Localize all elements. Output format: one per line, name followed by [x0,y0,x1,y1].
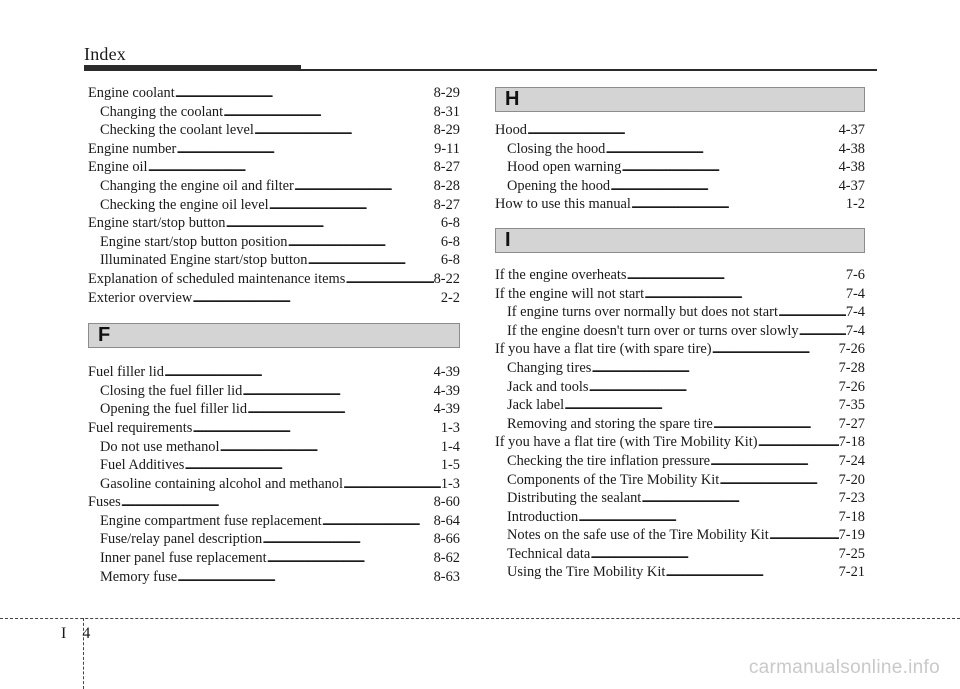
section-letter-i: I [505,228,511,251]
index-entry-title: Changing the engine oil and filter [100,177,294,194]
index-entry-title: Fuel filler lid [88,364,164,381]
index-entry [495,158,865,177]
dot-leader [254,121,434,140]
index-entry [495,121,865,140]
index-entry [495,508,865,527]
index-entry-title: Jack and tools [507,378,589,395]
entries-e [88,84,460,307]
index-entry [88,270,460,289]
index-entry [495,303,865,322]
index-entry-title: Do not use methanol [100,438,220,455]
index-entry [88,400,460,419]
section-letter-h: H [505,88,520,110]
index-entry-page: 7-18 [838,434,865,451]
index-entry [88,549,460,568]
index-entry-page: 8-22 [433,270,460,287]
index-entry-page: 7-27 [838,415,865,432]
index-entry [88,475,460,494]
dot-leader [778,303,846,322]
index-entry-page: 7-25 [838,545,865,562]
dot-leader [287,233,440,252]
dot-leader [343,475,441,494]
dot-leader [591,359,838,378]
index-entry [88,140,460,159]
index-entry-title: Engine number [88,140,177,157]
index-entry-title: Changing tires [507,359,592,376]
index-entry [495,340,865,359]
index-entry-page: 7-28 [838,359,865,376]
dot-leader [192,289,441,308]
index-entry-page: 7-4 [845,322,865,339]
index-entry [88,251,460,270]
index-entry-title: Fuse/relay panel description [100,531,263,548]
dot-leader [148,158,434,177]
index-entry-title: If engine turns over normally but does not start [507,304,778,321]
index-entry [495,285,865,304]
dot-leader [175,84,434,103]
index-entry-page: 7-21 [838,564,865,581]
index-entry [495,471,865,490]
index-entry-title: Fuses [88,494,121,511]
index-entry-page: 4-39 [433,382,460,399]
index-entry-page: 1-4 [440,438,460,455]
index-entry-page: 8-31 [433,103,460,120]
index-entry-title: Engine coolant [88,85,175,101]
dot-leader [758,433,839,452]
index-entry [88,177,460,196]
index-entry-page: 7-26 [838,378,865,395]
dot-leader [710,452,839,471]
index-entry [88,493,460,512]
index-entry [495,140,865,159]
dot-leader [713,415,839,434]
index-entry [88,382,460,401]
index-entry-page: 7-23 [838,490,865,507]
dot-leader [269,196,434,215]
dot-leader [184,456,440,475]
index-entry [495,563,865,582]
index-entry-page: 6-8 [440,233,460,250]
section-header-i [495,228,865,253]
index-entry [88,103,460,122]
section-header-h [495,87,865,112]
index-entry-title: If you have a flat tire (with Tire Mobility Kit) [495,434,758,451]
index-entry [495,195,865,214]
index-entry [88,158,460,177]
dot-leader [644,285,846,304]
dot-leader [564,396,838,415]
index-entry-page: 7-19 [838,527,865,544]
index-entry-title: If the engine will not start [495,285,645,302]
index-entry-page: 4-37 [838,122,865,138]
index-entry [88,438,460,457]
index-entry-title: Technical data [507,545,591,562]
index-entry-title: Checking the engine oil level [100,196,269,213]
dot-leader [177,568,433,587]
index-entry-title: How to use this manual [495,196,631,213]
index-entry [88,363,460,382]
index-entry [495,359,865,378]
index-entry-page: 1-2 [845,196,865,213]
index-entry [88,568,460,587]
index-entry-title: Opening the hood [507,177,611,194]
dot-leader [267,549,434,568]
index-entry [88,196,460,215]
index-entry-page: 1-5 [440,457,460,474]
entries-i [495,266,865,582]
index-entry-page: 1-3 [440,475,460,492]
index-entry-title: If the engine doesn't turn over or turns over slowly [507,322,799,339]
index-entry-page: 1-3 [440,419,460,436]
index-entry-page: 7-20 [838,471,865,488]
index-entry-page: 7-4 [845,304,865,321]
index-entry [495,177,865,196]
index-entry-title: Inner panel fuse replacement [100,550,267,567]
dot-leader [294,177,434,196]
index-entry [495,526,865,545]
index-entry-title: Gasoline containing alcohol and methanol [100,475,343,492]
dot-leader [223,103,434,122]
index-entry [88,419,460,438]
dot-leader [262,530,433,549]
index-entry-page: 6-8 [440,252,460,269]
index-entry-page: 7-6 [845,266,865,283]
index-entry-page: 8-64 [433,512,460,529]
index-entry [495,322,865,341]
dot-leader [192,419,441,438]
dot-leader [769,526,839,545]
index-entry [88,121,460,140]
page-title: Index [84,44,126,64]
dot-leader [164,363,434,382]
index-entry-title: Checking the tire inflation pressure [507,452,711,469]
header-rule-accent [84,65,301,71]
index-entry-title: Hood [495,122,527,138]
dot-leader [220,438,441,457]
index-entry-page: 8-28 [433,177,460,194]
index-entry [495,266,865,285]
dot-leader [322,512,434,531]
index-entry-page: 8-62 [433,550,460,567]
index-entry-page: 4-39 [433,401,460,418]
index-column-left [88,84,460,586]
index-entry-page: 8-27 [433,159,460,176]
dot-leader [589,378,839,397]
dot-leader [712,340,839,359]
index-entry-title: Engine start/stop button position [100,233,288,250]
index-entry-page: 6-8 [440,215,460,232]
entries-f [88,363,460,586]
index-entry-title: Closing the fuel filler lid [100,382,243,399]
dot-leader [621,158,838,177]
index-entry-page: 7-26 [838,341,865,358]
dot-leader [578,508,838,527]
footer-rule [0,618,960,619]
dot-leader [345,270,433,289]
index-entry-title: Illuminated Engine start/stop button [100,252,308,269]
index-column-right [495,87,865,582]
index-entry [88,456,460,475]
index-entry [495,415,865,434]
index-entry-title: Engine compartment fuse replacement [100,512,322,529]
dot-leader [610,177,838,196]
index-entry-title: Opening the fuel filler lid [100,401,248,418]
index-entry-title: Closing the hood [507,140,606,157]
dot-leader [631,195,846,214]
index-entry [88,233,460,252]
dot-leader [605,140,838,159]
index-entry [88,84,460,103]
index-entry-title: If you have a flat tire (with spare tire) [495,341,712,358]
index-entry [495,452,865,471]
index-entry-title: Explanation of scheduled maintenance items [88,270,346,287]
index-entry [495,545,865,564]
index-entry-page: 4-37 [838,177,865,194]
dot-leader [665,563,838,582]
dot-leader [242,382,433,401]
index-entry [88,530,460,549]
dot-leader [626,266,845,285]
index-entry-title: Introduction [507,508,579,525]
page-number-value: 4 [82,625,91,642]
index-entry [495,489,865,508]
entries-h [495,121,865,214]
dot-leader [307,251,440,270]
dot-leader [719,471,838,490]
dot-leader [799,322,846,341]
index-entry-title: Components of the Tire Mobility Kit [507,471,720,488]
index-entry-page: 8-29 [433,85,460,101]
index-entry-title: Changing the coolant [100,103,224,120]
index-entry-title: Jack label [507,397,565,414]
index-entry-page: 7-4 [845,285,865,302]
index-entry [495,433,865,452]
index-entry [88,512,460,531]
index-entry-title: Fuel requirements [88,419,193,436]
dot-leader [121,493,434,512]
dot-leader [226,214,441,233]
index-entry [88,214,460,233]
index-entry-title: Engine start/stop button [88,215,226,232]
section-header-f [88,323,460,348]
section-letter-f: F [98,324,111,347]
index-entry-page: 8-66 [433,531,460,548]
index-entry-page: 8-60 [433,494,460,511]
index-entry-page: 9-11 [434,140,460,157]
index-entry-page: 8-27 [433,196,460,213]
dot-leader [590,545,838,564]
dot-leader [176,140,434,159]
index-entry-page: 2-2 [440,289,460,306]
index-entry-title: Checking the coolant level [100,122,254,139]
index-entry-title: If the engine overheats [495,266,627,283]
index-entry-title: Removing and storing the spare tire [507,415,713,432]
index-entry-page: 8-63 [433,568,460,585]
watermark: carmanualsonline.info [748,657,940,678]
dot-leader [527,121,839,140]
index-entry-page: 8-29 [433,122,460,139]
index-entry-page: 7-24 [838,452,865,469]
index-entry-page: 4-39 [433,364,460,381]
index-entry-page: 4-38 [838,159,865,176]
index-entry [495,396,865,415]
index-entry [88,289,460,308]
index-entry-title: Memory fuse [100,568,178,585]
index-entry-title: Notes on the safe use of the Tire Mobility Kit [507,527,769,544]
dot-leader [641,489,838,508]
dot-leader [247,400,434,419]
index-entry-title: Using the Tire Mobility Kit [507,564,666,581]
index-entry-title: Exterior overview [88,289,193,306]
index-entry-page: 7-35 [838,397,865,414]
index-entry-title: Distributing the sealant [507,490,642,507]
page-section-letter: I [61,625,67,642]
index-entry [495,378,865,397]
index-entry-page: 7-18 [838,508,865,525]
index-entry-title: Hood open warning [507,159,622,176]
index-entry-title: Fuel Additives [100,457,185,474]
page-number [61,625,90,643]
index-entry-page: 4-38 [838,140,865,157]
index-entry-title: Engine oil [88,159,148,176]
